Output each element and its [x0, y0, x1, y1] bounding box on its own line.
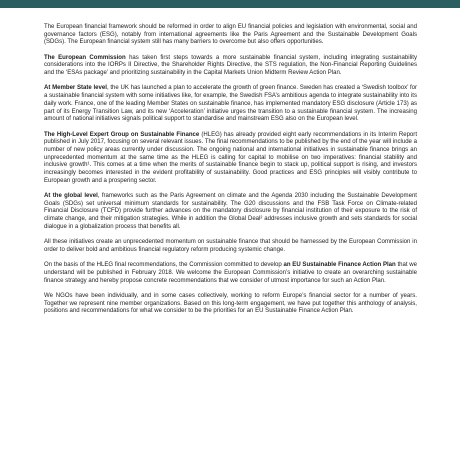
body-text [44, 24, 417, 324]
paragraph-lead: At Member State level [44, 85, 107, 92]
top-color-band [0, 0, 460, 8]
paragraph: The High-Level Expert Group on Sustainable Finance (HLEG) has already provided eight early recommendations in its Interim Report published in July 2017, focusing on several relevant issues. The final recommendations to be published by the end of the year will include a number of new policy areas currently under discussion. The ongoing national and international initiatives in sustainable finance brings an unprecedented momentum at the same time as the HLEG is calling for capital to mobilise on two imperatives: financial stability and inclusive growth¹. This comes at a time when the merits of sustainable finance begin to stack up, political support is rising, and investors increasingly becomes interested in the evident profitability of sustainability. Good practices and ESG principles will visibly contribute to European growth and a prospering sector. [44, 131, 417, 184]
paragraph: At the global level, frameworks such as the Paris Agreement on climate and the Agenda 2030 including the Sustainable Development Goals (SDGs) set universal minimum standards for sustainability. The G20 discussions and the FSB Task Force on Climate-related Financial Disclosure (TCFD) provide further advances on the mandatory disclosure by financial institution of their exposure to the risk of climate change, and their mitigation strategies. While in addition the Global Deal² addresses inclusive growth and sets standards for social dialogue in a globalization process that benefits all. [44, 193, 417, 230]
paragraph: All these initiatives create an unprecedented momentum on sustainable finance that should be harnessed by the European Commission in order to deliver bold and ambitious financial regulatory reform producing systemic change. [44, 239, 417, 253]
paragraph-lead: At the global level [44, 193, 98, 200]
paragraph: On the basis of the HLEG final recommendations, the Commission committed to develop an EU Sustainable Finance Action Plan that we understand will be published in February 2018. We welcome the European Commission’s initiative to create an overarching sustainable finance strategy and hereby propose concrete recommendations that we consider of utmost importance for such an Action Plan. [44, 262, 417, 284]
paragraph: At Member State level, the UK has launched a plan to accelerate the growth of green finance. Sweden has created a ‘Swedish toolbox’ for a sustainable financial system with some initiatives like, for example, the Swedish FSA’s ambitious agenda to integrate sustainability into its daily work. France, one of the leading Member States on sustainable finance, has implemented mandatory ESG disclosure (Article 173) as part of its Energy Transition Law, and its new ‘Acceleration’ initiative urges the transition to a sustainable financial system. The increasing amount of national initiatives signals political support to standardise and mainstream ESG also on the European level. [44, 85, 418, 123]
paragraph: The European Commission has taken first steps towards a more sustainable financial system, including integrating sustainability considerations into the IORPs II Directive, the Shareholder Rights Directive, the STS regulation, the Non-Financial Reporting Guidelines and the ‘ESAs package’ and prioritizing sustainability in the Capital Markets Union Midterm Review Action Plan. [44, 54, 417, 77]
paragraph: The European financial framework should be reformed in order to align EU financial policies and legislation with environmental, social and governance factors (ESG), notably from international agreements like the Paris Agreement and the Sustainable Development Goals (SDGs). The European financial system still has many barriers to overcome but also offers opportunities. [44, 24, 417, 46]
paragraph-bold-phrase: an EU Sustainable Finance Action Plan [283, 262, 396, 269]
paragraph-lead: The High-Level Expert Group on Sustainable Finance [44, 131, 200, 138]
paragraph: We NGOs have been individually, and in some cases collectively, working to reform Europe’s financial sector for a number of years. Together we represent nine member organizations. Based on this long-term engagement, we have put together this anthology of analysis, positions and recommendations for what we consider to be the priorities for an EU Sustainable Finance Action Plan. [44, 292, 417, 315]
paragraph-lead: The European Commission [44, 54, 126, 61]
